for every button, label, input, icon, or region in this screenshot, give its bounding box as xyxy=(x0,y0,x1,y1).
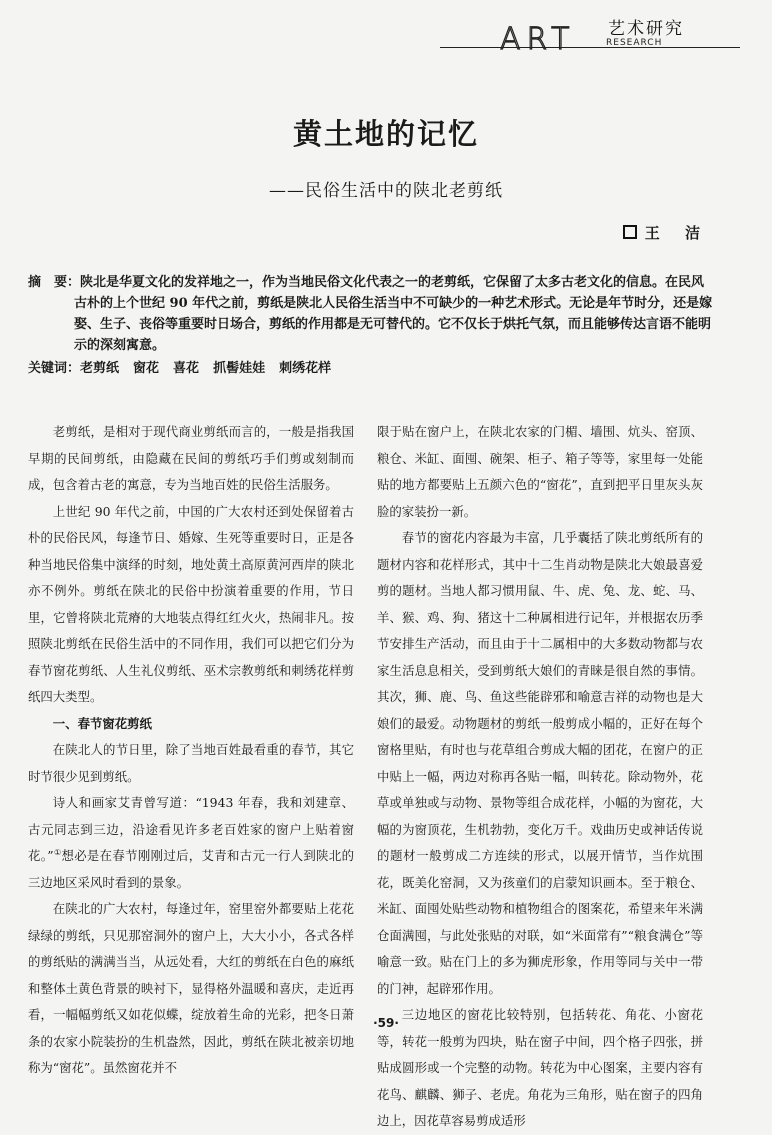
body-paragraph: 三边地区的窗花比较特别，包括转花、角花、小窗花等，转花一般剪为四块，贴在窗子中间，四个格子四张，拼贴成圆形或一个完整的动物。转花为中心图案，主要内容有花鸟、麒麟、狮子、老虎。角花为三角形，贴在窗子的四角边上，因花草容易剪成适形 xyxy=(377,1007,703,1128)
body-column-left xyxy=(28,419,354,1082)
page-number: ·59· xyxy=(373,1016,399,1030)
keywords-label: 关键词： xyxy=(28,361,81,376)
abstract-label: 摘 要： xyxy=(28,275,81,290)
abstract-text: 陕北是华夏文化的发祥地之一，作为当地民俗文化代表之一的老剪纸，它保留了太多古老文化的信息。在民风古朴的上个世纪 90 年代之前，剪纸是陕北人民俗生活当中不可缺少的一种艺术形式。无论是年节时分，还是嫁娶、生子、丧俗等重要时日场合，剪纸的作用都是无可替代的。它不仅长于烘托气氛，而且能够传达言语不能明示的深刻寓意。 xyxy=(74,275,713,353)
body-paragraph: 老剪纸，是相对于现代商业剪纸而言的，一般是指我国早期的民间剪纸，由隐藏在民间的剪纸巧手们剪或刻制而成，包含着古老的寓意，专为当地百姓的民俗生活服务。 xyxy=(28,424,354,492)
section-heading: 一、春节窗花剪纸 xyxy=(52,715,152,731)
author-name: 王 洁 xyxy=(644,224,710,242)
keyword: 刺绣花样 xyxy=(279,361,332,376)
art-logo: ART xyxy=(500,22,576,57)
author-byline xyxy=(623,222,710,243)
body-paragraph: 在陕北人的节日里，除了当地百姓最看重的春节，其它时节很少见到剪纸。 xyxy=(28,742,354,784)
footnote-marker: ① xyxy=(53,847,62,857)
body-paragraph xyxy=(28,790,354,896)
keyword: 老剪纸 xyxy=(80,361,120,376)
body-paragraph: 在陕北的广大农村，每逢过年，窑里窑外都要贴上花花绿绿的剪纸，只见那窑洞外的窗户上，大大小小，各式各样的剪纸贴的满满当当，从远处看，大红的剪纸在白色的麻纸和整体土黄色背景的映衬下，显得格外温暖和喜庆，走近再看，一幅幅剪纸又如花似蝶，绽放着生命的光彩，把冬日萧条的农家小院装扮的生机盎然，因此，剪纸在陕北被亲切地称为“窗花”。虽然窗花并不 xyxy=(28,901,354,1075)
body-paragraph: 上世纪 90 年代之前，中国的广大农村还到处保留着古朴的民俗民风，每逢节日、婚嫁、生死等重要时日，正是各种当地民俗集中演绎的时刻，地处黄土高原黄河西岸的陕北亦不例外。剪纸在陕北的民俗中扮演着重要的作用，节日里，它曾将陕北荒瘠的大地装点得红红火火，热闹非凡。按照陕北剪纸在民俗生活中的不同作用，我们可以把它们分为春节窗花剪纸、人生礼仪剪纸、巫术宗教剪纸和刺绣花样剪纸四大类型。 xyxy=(28,503,354,704)
keyword: 窗花 xyxy=(133,361,160,376)
body-paragraph: 春节的窗花内容最为丰富，几乎囊括了陕北剪纸所有的题材内容和花样形式，其中十二生肖动物是陕北大娘最喜爱剪的题材。当地人都习惯用鼠、牛、虎、兔、龙、蛇、马、羊、猴、鸡、狗、猪这十二种属相进行记年，并根据农历季节安排生产活动，而且由于十二属相中的大多数动物都与农家生活息息相关，受到剪纸大娘们的青睐是很自然的事情。其次，狮、鹿、鸟、鱼这些能辟邪和喻意吉祥的动物也是大娘们的最爱。动物题材的剪纸一般剪成小幅的，正好在每个窗格里贴，有时也与花草组合剪成大幅的团花，在窗户的正中贴上一幅，两边对称再各贴一幅，叫转花。除动物外，花草或单独或与动物、景物等组合成花样，小幅的为窗花，大幅的为窗顶花，生机勃勃，变化万千。戏曲历史或神话传说的题材一般剪成二方连续的形式，以展开情节，当作炕围花，既美化窑洞，又为孩童们的启蒙知识画本。至于粮仓、米缸、面囤处贴些动物和植物组合的图案花，希望来年米满仓面满囤，与此处张贴的对联，如“米面常有”“粮食满仓”等喻意一致。贴在门上的多为狮虎形象，作用等同与关中一带的门神，起辟邪作用。 xyxy=(377,530,703,996)
section-title-cn: 艺术研究 xyxy=(608,19,684,39)
quote-text: 诗人和画家艾青曾写道：“1943 年春，我和刘建章、古元同志到三边，沿途看见许多老百姓家的窗户上贴着窗花。” xyxy=(28,795,354,863)
header-rule xyxy=(440,47,740,48)
quote-followup: 想必是在春节刚刚过后，艾青和古元一行人到陕北的三边地区采风时看到的景象。 xyxy=(28,848,355,890)
article-subtitle: ——民俗生活中的陕北老剪纸 xyxy=(269,181,503,201)
abstract xyxy=(28,272,714,356)
body-paragraph-continued: 限于贴在窗户上，在陕北农家的门楣、墙围、炕头、窑顶、粮仓、米缸、面囤、碗架、柜子、箱子等等，家里每一处能贴的地方都要贴上五颜六色的“窗花”，直到把平日里灰头灰脸的家装扮一新。 xyxy=(377,424,703,519)
keywords xyxy=(28,358,708,379)
section-title-en: RESEARCH xyxy=(606,38,663,48)
article-title: 黄土地的记忆 xyxy=(292,117,479,151)
keyword: 抓髻娃娃 xyxy=(213,361,266,376)
keyword: 喜花 xyxy=(173,361,200,376)
square-bullet-icon xyxy=(623,225,637,239)
journal-header xyxy=(0,0,772,60)
